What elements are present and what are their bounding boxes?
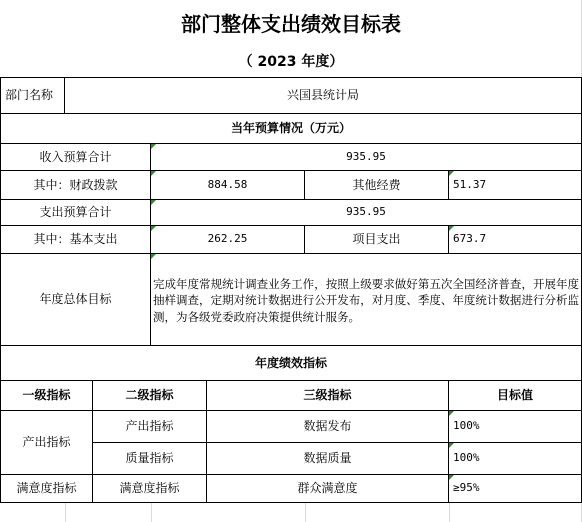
page-title: 部门整体支出绩效目标表 (181, 12, 401, 36)
fiscal-label: 其中：财政拨款 (1, 171, 151, 200)
other-funds-value: 51.37 (449, 171, 582, 200)
basic-expense-label: 其中：基本支出 (1, 226, 151, 254)
output-indicator-l1: 产出指标 (1, 411, 93, 475)
table-row-l2: 质量指标 (93, 443, 207, 475)
income-label: 收入预算合计 (1, 144, 151, 171)
gridline (65, 503, 66, 522)
table-row-l3: 数据质量 (207, 443, 449, 475)
basic-expense-value: 262.25 (151, 226, 305, 254)
col-target: 目标值 (449, 381, 582, 411)
annual-goal-text: 完成年度常规统计调查业务工作，按照上级要求做好第五次全国经济普查，开展年度抽样调查，定期对统计数据进行公开发布，对月度、季度、年度统计数据进行分析监测，为各级党委政府决策提供统计服务。 (151, 254, 582, 346)
other-funds-label: 其他经费 (305, 171, 449, 200)
table-row-l3: 数据发布 (207, 411, 449, 443)
dept-name-value: 兴国县统计局 (65, 78, 582, 114)
table-row-target: 100% (449, 411, 582, 443)
satisfaction-l3: 群众满意度 (207, 475, 449, 503)
project-expense-label: 项目支出 (305, 226, 449, 254)
gridline (305, 503, 306, 522)
expense-label: 支出预算合计 (1, 200, 151, 226)
budget-header: 当年预算情况（万元） (1, 114, 582, 144)
satisfaction-l2: 满意度指标 (93, 475, 207, 503)
dept-name-label: 部门名称 (1, 78, 65, 114)
fiscal-value: 884.58 (151, 171, 305, 200)
table-row-l2: 产出指标 (93, 411, 207, 443)
project-expense-value: 673.7 (449, 226, 582, 254)
col-level3: 三级指标 (207, 381, 449, 411)
annual-goal-label: 年度总体目标 (1, 254, 151, 346)
col-level2: 二级指标 (93, 381, 207, 411)
expense-value: 935.95 (151, 200, 582, 226)
income-value: 935.95 (151, 144, 582, 171)
year-label: （ 2023 年度） (238, 54, 344, 70)
gridline (151, 503, 152, 522)
satisfaction-l1: 满意度指标 (1, 475, 93, 503)
performance-header: 年度绩效指标 (1, 346, 582, 381)
satisfaction-target: ≥95% (449, 475, 582, 503)
gridline (449, 503, 450, 522)
table-row-target: 100% (449, 443, 582, 475)
col-level1: 一级指标 (1, 381, 93, 411)
